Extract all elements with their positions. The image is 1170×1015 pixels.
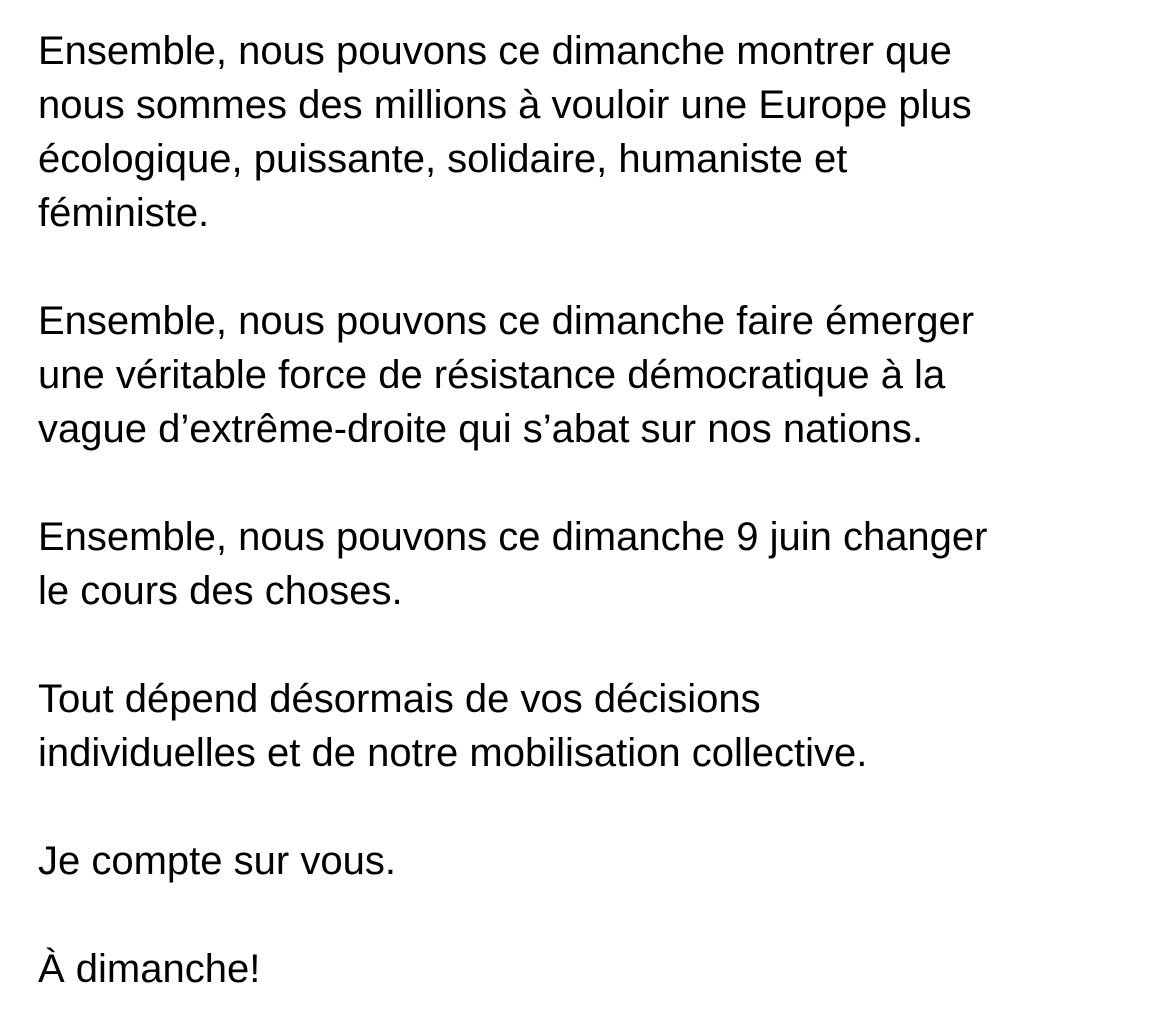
- paragraph-2: [38, 294, 1148, 456]
- text-line: nous sommes des millions à vouloir une Europe plus: [38, 83, 972, 127]
- text-line: Je compte sur vous.: [38, 839, 396, 883]
- text-line: féministe.: [38, 191, 210, 235]
- text-line: vague d’extrême-droite qui s’abat sur nos nations.: [38, 407, 923, 451]
- message-body: [38, 24, 1148, 996]
- paragraph-5: [38, 834, 1148, 888]
- text-line: individuelles et de notre mobilisation collective.: [38, 731, 868, 775]
- text-line: Ensemble, nous pouvons ce dimanche 9 juin changer: [38, 515, 988, 559]
- paragraph-3: [38, 510, 1148, 618]
- text-line: une véritable force de résistance démocratique à la: [38, 353, 946, 397]
- paragraph-6: [38, 942, 1148, 996]
- text-line: le cours des choses.: [38, 569, 403, 613]
- text-line: Ensemble, nous pouvons ce dimanche faire émerger: [38, 299, 975, 343]
- text-line: À dimanche!: [38, 947, 261, 991]
- text-line: écologique, puissante, solidaire, humaniste et: [38, 137, 848, 181]
- text-line: Ensemble, nous pouvons ce dimanche montrer que: [38, 29, 952, 73]
- paragraph-1: [38, 24, 1148, 240]
- paragraph-4: [38, 672, 1148, 780]
- text-line: Tout dépend désormais de vos décisions: [38, 677, 761, 721]
